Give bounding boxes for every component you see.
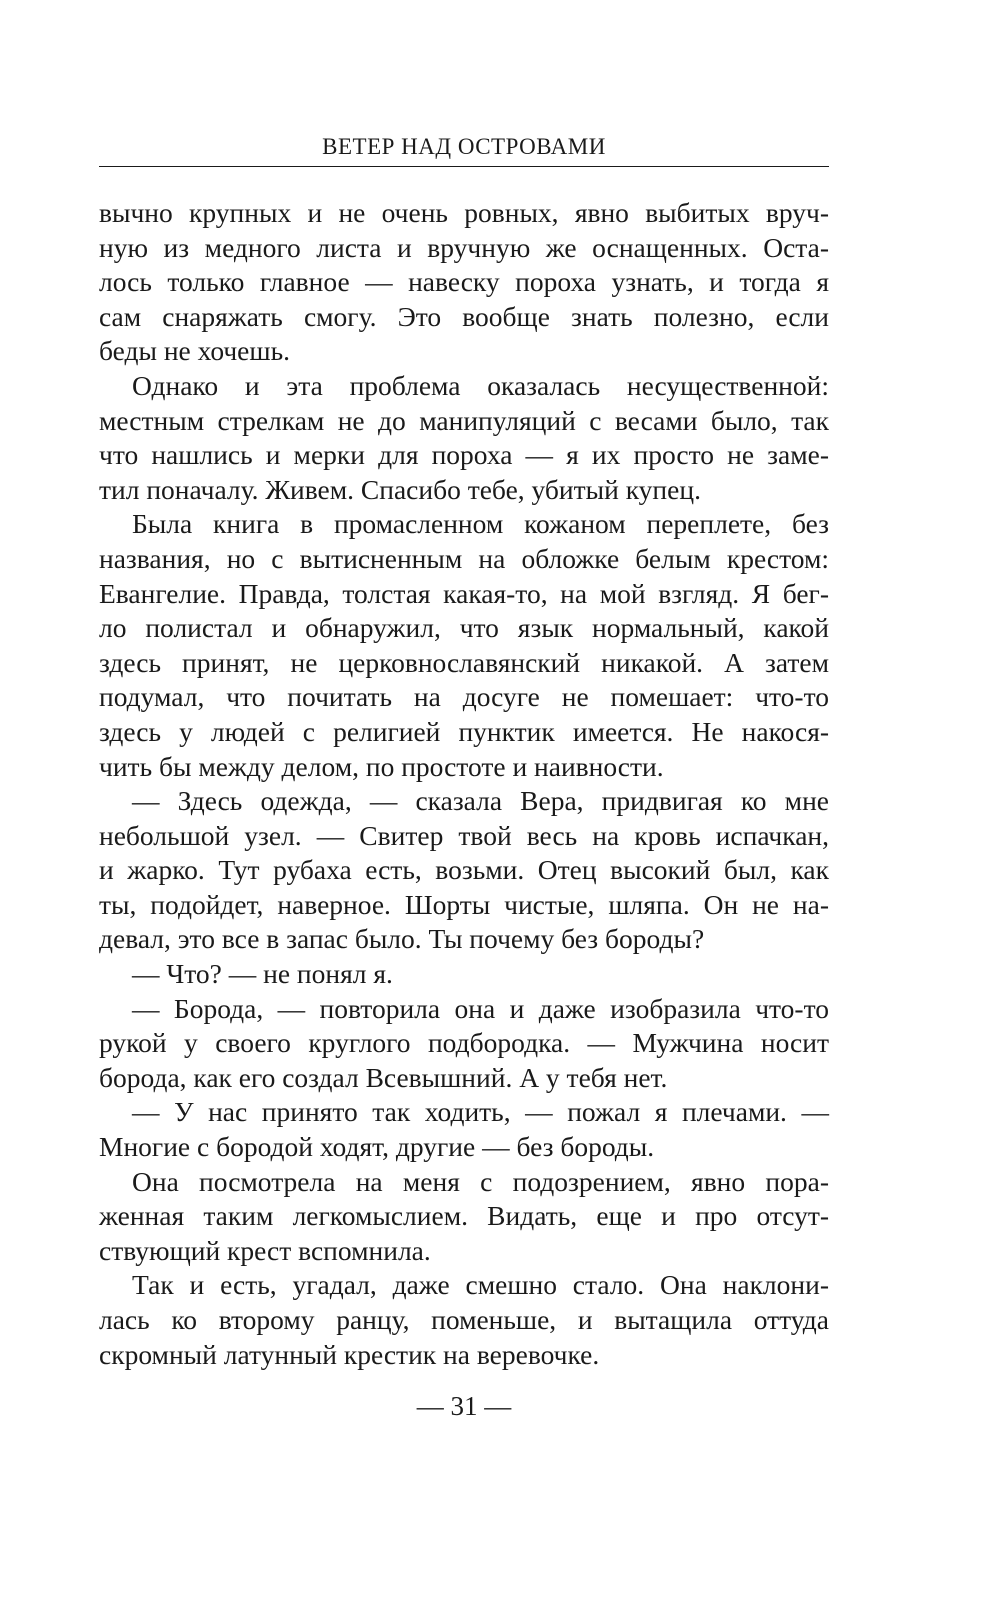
running-header: ВЕТЕР НАД ОСТРОВАМИ: [322, 134, 606, 159]
text-line: рукой у своего круглого подбородка. — Мужчина носит: [99, 1027, 829, 1059]
text-line: ло полистал и обнаружил, что язык нормальный, какой: [99, 612, 829, 644]
text-line: здесь у людей с религией пунктик имеется. Не накося-: [99, 715, 829, 747]
header-rule: [99, 166, 829, 167]
text-line: здесь принят, не церковнославянский никакой. А затем: [99, 646, 829, 678]
text-line: Так и есть, угадал, даже смешно стало. Она наклони-: [132, 1269, 829, 1301]
text-line: — Здесь одежда, — сказала Вера, придвигая ко мне: [132, 785, 829, 817]
page-body-text: [99, 196, 829, 1372]
text-line: ную из медного листа и вручную же оснащенных. Оста-: [99, 231, 829, 263]
text-line: лось только главное — навеску пороха узнать, и тогда я: [99, 266, 829, 298]
text-line: женная таким легкомыслием. Видать, еще и про отсут-: [99, 1200, 829, 1232]
text-line: Однако и эта проблема оказалась несущественной:: [132, 369, 829, 401]
text-line: Евангелие. Правда, толстая какая-то, на мой взгляд. Я бег-: [99, 577, 829, 609]
text-line: тил поначалу. Живем. Спасибо тебе, убитый купец.: [99, 473, 701, 505]
text-line: — Что? — не понял я.: [132, 958, 393, 990]
text-line: небольшой узел. — Свитер твой весь на кровь испачкан,: [99, 819, 829, 851]
page-number: — 31 —: [416, 1391, 512, 1421]
text-line: Многие с бородой ходят, другие — без бороды.: [99, 1131, 655, 1163]
text-line: лась ко второму ранцу, поменьше, и вытащила оттуда: [99, 1304, 829, 1335]
text-line: ствующий крест вспомнила.: [99, 1234, 431, 1266]
text-line: и жарко. Тут рубаха есть, возьми. Отец высокий был, как: [99, 854, 829, 886]
text-line: названия, но с вытисненным на обложке белым крестом:: [99, 542, 829, 574]
text-line: местным стрелкам не до манипуляций с весами было, так: [99, 404, 829, 436]
text-line: что нашлись и мерки для пороха — я их просто не заме-: [99, 439, 829, 471]
text-line: борода, как его создал Всевышний. А у тебя нет.: [99, 1061, 668, 1093]
text-line: подумал, что почитать на досуге не помешает: что-то: [99, 681, 829, 713]
text-line: Она посмотрела на меня с подозрением, явно пора-: [132, 1165, 829, 1197]
text-line: чить бы между делом, по простоте и наивности.: [99, 750, 664, 782]
text-line: беды не хочешь.: [99, 335, 290, 367]
text-line: ты, подойдет, наверное. Шорты чистые, шляпа. Он не на-: [99, 888, 829, 920]
text-line: — У нас принято так ходить, — пожал я плечами. —: [132, 1096, 829, 1128]
text-line: скромный латунный крестик на веревочке.: [99, 1338, 600, 1370]
text-line: девал, это все в запас было. Ты почему без бороды?: [99, 923, 705, 955]
text-line: вычно крупных и не очень ровных, явно выбитых вруч-: [99, 197, 829, 228]
text-line: Была книга в промасленном кожаном переплете, без: [132, 508, 829, 540]
text-line: — Борода, — повторила она и даже изобразила что-то: [132, 992, 829, 1024]
text-line: сам снаряжать смогу. Это вообще знать полезно, если: [99, 300, 829, 332]
